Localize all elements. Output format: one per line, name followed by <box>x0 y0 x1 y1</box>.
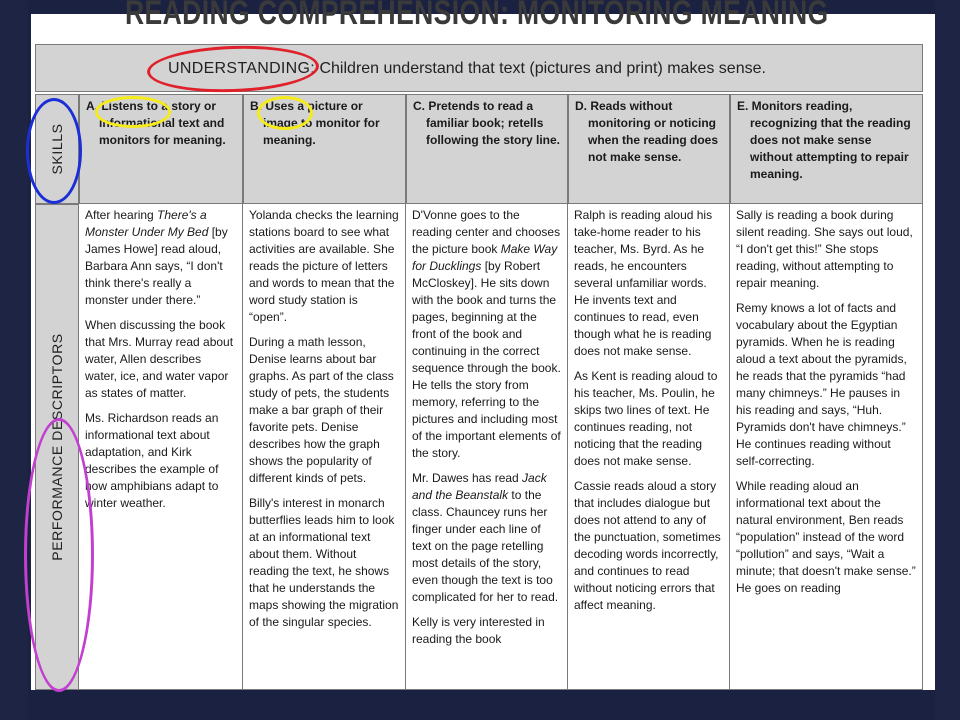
book-title: Make Way for Ducklings <box>412 242 558 273</box>
skills-side-cell <box>35 94 79 204</box>
descriptor-paragraph <box>412 470 561 606</box>
document-page <box>31 0 935 690</box>
skills-label: SKILLS <box>49 123 65 175</box>
skill-header-c <box>406 94 568 204</box>
descriptor-text: [by Robert McCloskey]. He sits down with the book and turns the pages, beginning at the front of the book and continuing in the correct sequence through the book. He tells the story from memory, referring to the pictures and including most of the important elements of the story. <box>412 259 561 460</box>
descriptor-text: [by James Howe] read aloud, Barbara Ann says, “I don't think there's really a monster under there.” <box>85 225 228 307</box>
descriptor-column-b <box>243 204 406 690</box>
performance-descriptors-label: PERFORMANCE DESCRIPTORS <box>49 333 65 561</box>
slide-frame-right <box>935 0 960 720</box>
skill-header-a <box>79 94 243 204</box>
descriptor-text: After hearing <box>85 208 158 222</box>
understanding-label: UNDERSTANDING: <box>168 60 316 77</box>
descriptor-text: to the class. Chauncey runs her finger under each line of text on the page retelling most details of the story, even though the text is too complicated for her to read. <box>412 488 559 604</box>
book-title: Jack and the Beanstalk <box>412 471 547 502</box>
understanding-text: Children understand that text (pictures and print) makes sense. <box>315 60 766 77</box>
descriptor-paragraph: Ralph is reading aloud his take-home reader to his teacher, Ms. Byrd. As he reads, he encounters several unfamiliar words. He invents text and continues to read, even though what he is reading does not make sense. <box>574 208 713 358</box>
book-title: There's a Monster Under My Bed <box>85 208 209 239</box>
descriptor-paragraph: Cassie reads aloud a story that includes dialogue but does not attend to any of the punctuation, sometimes decoding words incorrectly, and continues to read without noticing errors that affect meaning. <box>574 479 721 612</box>
performance-side-cell <box>35 204 79 690</box>
descriptor-paragraph: Yolanda checks the learning stations board to see what activities are available. She reads the picture of letters and words to mean that the word study station is “open”. <box>249 208 399 324</box>
descriptor-paragraph: Kelly is very interested in reading the book <box>412 615 545 646</box>
descriptor-paragraph: Billy's interest in monarch butterflies leads him to look at an informational text about them. Without reading the text, he shows that he understands the maps showing the migration of the singular species. <box>249 496 399 629</box>
descriptor-paragraph: Remy knows a lot of facts and vocabulary about the Egyptian pyramids. When he is reading aloud a text about the pyramids, he reads that the pyramids “had many chimneys.” He pauses in his reading and says, “Huh. Pyramids don't have chimneys.” He continues reading without self-correcting. <box>736 301 907 468</box>
descriptor-paragraph: When discussing the book that Mrs. Murray read about water, Allen describes water, ice, and water vapor as states of matter. <box>85 318 234 400</box>
document-title: READING COMPREHENSION: MONITORING MEANING <box>125 0 829 32</box>
skill-text-a: A. Listens to a story or informational text and monitors for meaning. <box>86 99 226 147</box>
skill-header-d <box>568 94 730 204</box>
descriptor-paragraph <box>412 207 561 462</box>
descriptor-paragraph <box>85 207 236 309</box>
skill-text-d: D. Reads without monitoring or noticing when the reading does not make sense. <box>575 99 719 164</box>
descriptor-column-d <box>568 204 730 690</box>
skill-header-e <box>730 94 923 204</box>
descriptor-paragraph: While reading aloud an informational text about the natural environment, Ben reads “population” instead of the word “pollution” and says, “Wait a minute; that doesn't make sense.” He goes on reading <box>736 479 916 595</box>
descriptor-paragraph: During a math lesson, Denise learns about bar graphs. As part of the class study of pets, the students make a bar graph of their favorite pets. Denise describes how the graph shows the popularity of different kinds of pets. <box>249 335 394 485</box>
descriptor-column-c <box>406 204 568 690</box>
skill-text-c: C. Pretends to read a familiar book; retells following the story line. <box>413 99 561 147</box>
descriptor-text: D'Vonne goes to the reading center and chooses the picture book <box>412 208 561 256</box>
descriptor-paragraph: Ms. Richardson reads an informational text about adaptation, and Kirk describes the example of how amphibians adapt to winter weather. <box>85 411 219 510</box>
skill-text-b: B. Uses a picture or image to monitor for meaning. <box>250 99 380 147</box>
slide-frame-left <box>0 0 28 720</box>
understanding-banner <box>35 44 923 92</box>
descriptor-column-a <box>79 204 243 690</box>
descriptor-column-e <box>730 204 923 690</box>
skill-header-b <box>243 94 406 204</box>
descriptor-paragraph: Sally is reading a book during silent reading. She says out loud, “I don't get this!” She stops reading, without attempting to repair meaning. <box>736 208 913 290</box>
descriptor-text: Mr. Dawes has read <box>412 471 523 485</box>
descriptor-paragraph: As Kent is reading aloud to his teacher, Ms. Poulin, he skips two lines of text. He continues reading, not noticing that the reading does not make sense. <box>574 369 718 468</box>
skill-text-e: E. Monitors reading, recognizing that the reading does not make sense without attempting to repair meaning. <box>737 99 911 181</box>
